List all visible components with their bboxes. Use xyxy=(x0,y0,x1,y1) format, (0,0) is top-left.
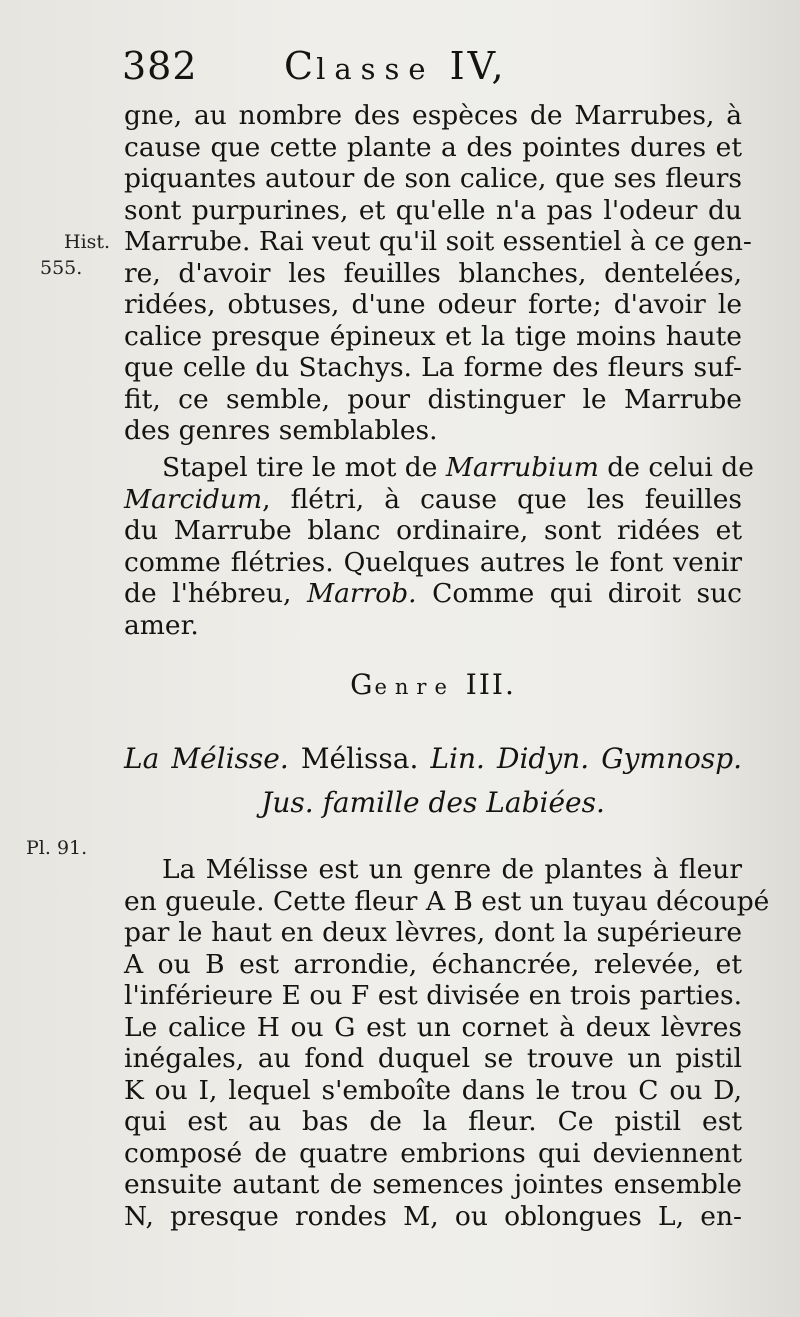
paragraph-1 xyxy=(124,100,752,447)
text-line xyxy=(124,452,754,484)
italic-word: Marrubium xyxy=(445,452,599,483)
jussieu-classification-line xyxy=(124,786,742,820)
text-line: par le haut en deux lèvres, dont la supérieure xyxy=(124,917,742,948)
text-span: Stapel tire le mot de xyxy=(162,452,446,483)
text-line: ensuite autant de semences jointes ensemble xyxy=(124,1169,742,1200)
genus-title xyxy=(124,742,742,776)
text-line: re, d'avoir les feuilles blanches, dentelées, xyxy=(124,257,742,289)
genre-initial: G xyxy=(350,668,375,701)
text-span: de l'hébreu, xyxy=(124,578,307,609)
page-header xyxy=(122,44,722,96)
text-line: N, presque rondes M, ou oblongues L, en- xyxy=(124,1200,742,1232)
genus-name: La Mélisse. xyxy=(124,742,289,775)
text-line: en gueule. Cette fleur A B est un tuyau découpé xyxy=(124,885,770,917)
genre-small-caps: enre xyxy=(374,675,455,699)
page-number: 382 xyxy=(122,44,198,88)
text-line: du Marrube blanc ordinaire, sont ridées et xyxy=(124,515,742,546)
text-line: K ou I, lequel s'emboîte dans le trou C ou D, xyxy=(124,1074,742,1106)
genre-number: III. xyxy=(465,668,516,701)
genre-heading xyxy=(124,668,742,701)
text-line: composé de quatre embrions qui deviennent xyxy=(124,1137,742,1169)
text-line xyxy=(124,578,742,610)
margin-note-555: 555. xyxy=(40,257,83,279)
text-line: A ou B est arrondie, échancrée, relevée, et xyxy=(124,948,742,980)
linnaeus-classification: Lin. Didyn. Gymnosp. xyxy=(430,742,743,775)
class-number: IV, xyxy=(449,44,507,88)
text-line: qui est au bas de la fleur. Ce pistil est xyxy=(124,1106,742,1137)
text-line: comme flétries. Quelques autres le font venir xyxy=(124,546,742,578)
italic-word: Marcidum xyxy=(124,483,263,515)
text-line: sont purpurines, et qu'elle n'a pas l'odeur du xyxy=(124,194,742,226)
running-head xyxy=(284,44,507,88)
text-line: que celle du Stachys. La forme des fleurs suf- xyxy=(124,352,742,383)
text-line: calice presque épineux et la tige moins haute xyxy=(124,320,742,352)
jussieu-classification: Jus. famille des Labiées. xyxy=(261,786,605,819)
text-line xyxy=(124,484,742,516)
text-line: amer. xyxy=(124,609,199,641)
text-span: Comme qui diroit suc xyxy=(416,578,742,609)
latin-name: Mélissa. xyxy=(300,742,419,775)
text-line: fit, ce semble, pour distinguer le Marrube xyxy=(124,383,742,415)
paragraph-3 xyxy=(124,854,770,1232)
margin-note-hist: Hist. xyxy=(64,231,111,253)
class-initial: C xyxy=(284,44,317,88)
text-line: gne, au nombre des espèces de Marrubes, à xyxy=(124,100,742,131)
text-line: inégales, au fond duquel se trouve un pistil xyxy=(124,1043,742,1074)
class-small-caps: lasse xyxy=(316,52,435,86)
text-line: piquantes autour de son calice, que ses fleurs xyxy=(124,163,742,194)
text-line: cause que cette plante a des pointes dures et xyxy=(124,131,742,163)
text-span: , flétri, à cause que les feuilles xyxy=(262,483,742,515)
text-line: ridées, obtuses, d'une odeur forte; d'avoir le xyxy=(124,289,742,320)
italic-word: Marrob. xyxy=(306,578,417,609)
text-line: Le calice H ou G est un cornet à deux lèvres xyxy=(124,1011,742,1043)
text-line: La Mélisse est un genre de plantes à fleur xyxy=(162,854,742,885)
paragraph-2 xyxy=(124,452,754,641)
text-span: de celui de xyxy=(598,452,754,483)
text-line: des genres semblables. xyxy=(124,415,438,446)
text-line: Marrube. Rai veut qu'il soit essentiel à ce gen- xyxy=(124,226,752,257)
margin-note-plate: Pl. 91. xyxy=(26,837,88,859)
text-line: l'inférieure E ou F est divisée en trois parties. xyxy=(124,980,742,1011)
